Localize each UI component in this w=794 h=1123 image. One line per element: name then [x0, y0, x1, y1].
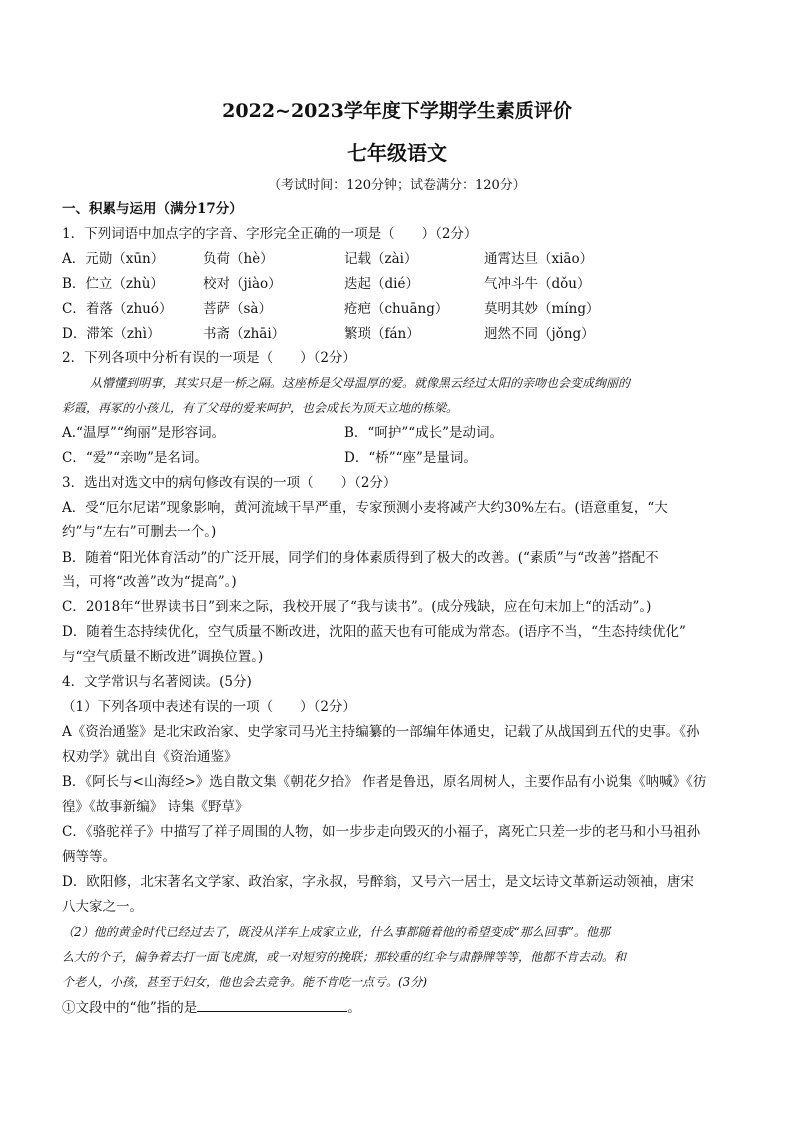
- q4-line-4: 徨》《故事新编》 诗集《野草》: [62, 799, 249, 815]
- q1-option-a-3: 记载（zài）: [344, 251, 418, 267]
- q4-sub2-question-1: [62, 997, 742, 1018]
- q4-line-2: 权劝学》就出自《资治通鉴》: [62, 749, 238, 765]
- question-2-stem: 2．下列各项中分析有误的一项是（ ）（2分）: [62, 350, 356, 366]
- answer-blank[interactable]: [197, 997, 347, 1012]
- question-1-stem: 1．下列词语中加点字的字音、字形完全正确的一项是（ ）（2分）: [62, 226, 478, 242]
- q1-option-d-1: D．滞笨（zhì）: [62, 326, 161, 342]
- q1-option-c-3: 疮疤（chuāng）: [344, 301, 449, 317]
- q1-option-a-1: A．元勋（xūn）: [62, 251, 165, 267]
- q1-option-b-1: B．伫立（zhù）: [62, 276, 164, 292]
- question-4-stem: 4．文学常识与名著阅读。(5分): [62, 674, 252, 690]
- q2-option-b: B．“呵护”“成长”是动词。: [344, 425, 504, 441]
- q2-option-d: D．“桥”“座”是量词。: [344, 450, 477, 466]
- q2-option-c: C．“爱”“亲吻”是名词。: [62, 450, 208, 466]
- q3-line-4: 当，可将“改善”改为“提高”。): [62, 574, 237, 590]
- q3-line-1: A．受“厄尔尼诺”现象影响，黄河流域干旱严重，专家预测小麦将减产大约30%左右。(语意重复，“大: [62, 500, 668, 516]
- q1-option-c-2: 菩萨（sà）: [203, 301, 272, 317]
- subject-title: 七年级语文: [347, 141, 447, 165]
- q2-passage-line-1: 从懵懂到明事，其实只是一桥之隔。这座桥是父母温厚的爱。就像黑云经过太阳的亲吻也会变成绚丽的: [90, 376, 631, 390]
- q2-passage-line-2: 彩霞，再冢的小孩儿，有了父母的爱来呵护，也会成长为顶天立地的栋梁。: [62, 401, 459, 415]
- q1-option-d-2: 书斋（zhāi）: [203, 326, 286, 342]
- q4-line-6: 俩等等。: [62, 849, 116, 865]
- q4-sub2-line-2: 么大的个子，偏争着去打一面飞虎旗，或一对短穷的挽联；那较重的红伞与肃静牌等等，他都不肯去动。和: [62, 950, 627, 964]
- q1-option-a-2: 负荷（hè）: [203, 251, 274, 267]
- q1-option-b-3: 迭起（dié）: [344, 276, 419, 292]
- q3-line-5: C．2018年“世界读书日”到来之际，我校开展了“我与读书”。(成分残缺，应在句末加上“的活动”。): [62, 599, 652, 615]
- q4-sub2-line-3: 个老人，小孩，甚至于妇女，他也会去竞争。能不肯吃一点亏。(3分): [62, 975, 428, 989]
- q4-line-7: D．欧阳修，北宋著名文学家、政治家，字永叔，号醉翁，又号六一居士，是文坛诗文革新运动领袖，唐宋: [62, 874, 694, 890]
- q4-sub1-stem: （1）下列各项中表述有误的一项（ ）（2分）: [62, 699, 356, 715]
- q4-sub2-q1-suffix: 。: [347, 1000, 361, 1016]
- q1-option-d-3: 繁琐（fán）: [344, 326, 420, 342]
- q3-line-2: 约”与“左右”可删去一个。): [62, 524, 217, 540]
- q3-line-6: D．随着生态持续优化，空气质量不断改进，沈阳的蓝天也有可能成为常态。(语序不当，“生态持续优化”: [62, 624, 686, 640]
- q1-option-c-4: 莫明其妙（míng）: [484, 301, 600, 317]
- q4-line-3: B．《阿长与<山海经>》选自散文集《朝花夕拾》 作者是鲁迅，原名周树人，主要作品有小说集《呐喊》《彷: [62, 774, 707, 790]
- q3-line-3: B．随着“阳光体育活动”的广泛开展，同学们的身体素质得到了极大的改善。(“素质”与“改善”搭配不: [62, 550, 659, 566]
- q1-option-c-1: C．着落（zhuó）: [62, 301, 173, 317]
- q3-line-7: 与“空气质量不断改进”调换位置。): [62, 649, 264, 665]
- q4-line-1: A《资治通鉴》是北宋政治家、史学家司马光主持编纂的一部编年体通史，记载了从战国到五代的史事。《孙: [62, 724, 700, 740]
- question-3-stem: 3．选出对选文中的病句修改有误的一项（ ）（2分）: [62, 475, 397, 491]
- q4-line-5: C．《骆驼祥子》中描写了祥子周围的人物，如一步步走向毁灭的小福子，离死亡只差一步的老马和小马祖孙: [62, 824, 701, 840]
- section-heading: 一、积累与运用（满分17分）: [62, 201, 243, 217]
- exam-info: （考试时间：120分钟；试卷满分：120分）: [268, 178, 526, 193]
- q1-option-a-4: 通霄达旦（xiāo）: [484, 251, 594, 267]
- q1-option-b-2: 校对（jiào）: [203, 276, 282, 292]
- q4-sub2-q1-prefix: ①文段中的“他”指的是: [62, 1000, 198, 1016]
- q1-option-b-4: 气冲斗牛（dǒu）: [484, 276, 591, 292]
- exam-title: 2022~2023学年度下学期学生素质评价: [222, 100, 572, 122]
- q4-sub2-line-1: （2）他的黄金时代已经过去了，既没从洋车上成家立业，什么事都随着他的希望变成“那么回事”。他那: [62, 925, 610, 939]
- q2-option-a: A.“温厚”“绚丽”是形容词。: [62, 425, 226, 441]
- q4-line-8: 八大家之一。: [62, 899, 143, 915]
- q1-option-d-4: 迥然不同（jǒng）: [484, 326, 595, 342]
